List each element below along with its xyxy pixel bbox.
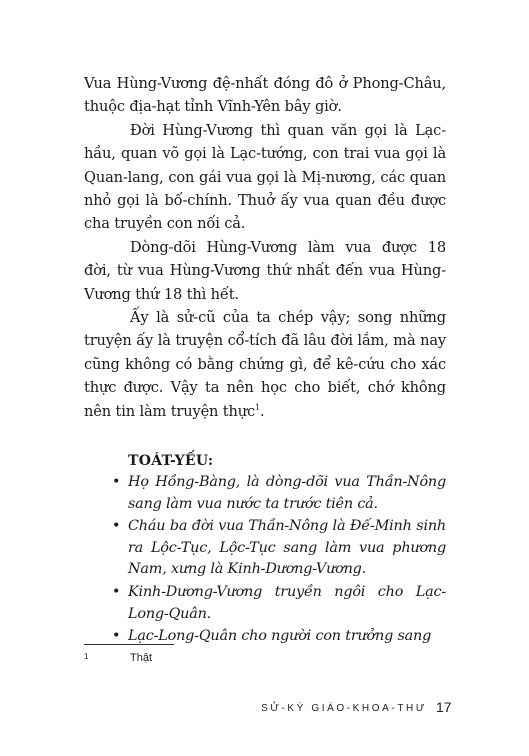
list-item [112,472,446,515]
page-number: 17 [436,699,452,715]
list-item-text: Họ Hồng-Bàng, là dòng-dõi vua Thần-Nông sang làm vua nước ta trước tiên cả. [128,474,446,512]
paragraph-2: Đời Hùng-Vương thì quan văn gọi là Lạc-hầu, quan võ gọi là Lạc-tướng, con trai vua gọi là Quan-lang, con gái vua gọi là Mị-nương, các quan nhỏ gọi là bố-chính. Thuở ấy vua quan đều được cha truyền con nối cả. [84,121,446,233]
footnote-text: Thật [130,652,153,664]
summary-section [112,453,446,649]
list-item [112,516,446,581]
list-item [112,626,446,648]
paragraph-4: Ấy là sử-cũ của ta chép vậy; song những truyện ấy là truyện cổ-tích đã lâu đời lắm, mà nay cũng không có bằng chứng gì, để kê-cứu cho xác thực được. Vậy ta nên học cho biết, chớ không nên tin làm truyện thực$^1$. [84,309,446,420]
running-head: SỬ-KÝ GIÁO-KHOA-THƯ [261,703,427,714]
paragraph-4-text: Ấy là sử-cũ của ta chép vậy; song những truyện ấy là truyện cổ-tích đã lâu đời lắm, mà nay cũng không có bằng chứng gì, để kê-cứu cho xác thực được. Vậy ta nên học cho biết, chớ không nên tin làm truyện thực [84,309,446,420]
paragraph-3: Dòng-dõi Hùng-Vương làm vua được 18 đời, từ vua Hùng-Vương thứ nhất đến vua Hùng-Vương thứ 18 thì hết. [84,238,446,303]
list-item-text: Cháu ba đời vua Thần-Nông là Đế-Minh sinh ra Lộc-Tục, Lộc-Tục sang làm vua phương Nam, xưng là Kinh-Dương-Vương. [128,518,446,578]
footnote-ref[interactable]: 1 [255,402,260,412]
main-text [84,72,446,423]
summary-list [112,472,446,648]
list-item-text: Kinh-Dương-Vương truyền ngôi cho Lạc-Long-Quân. [128,583,446,622]
bullet-icon: • [112,583,121,600]
bullet-icon: • [112,628,121,645]
list-item-text: Lạc-Long-Quân cho người con trưởng sang [128,628,432,645]
footnote-number: 1 [84,652,89,661]
summary-title: TOÁT-YẾU: [128,453,214,469]
bullet-icon: • [112,474,121,490]
list-item [112,582,446,625]
footnote-divider [84,644,174,645]
paragraph-1: Vua Hùng-Vương đệ-nhất đóng đô ở Phong-Châu, thuộc địa-hạt tỉnh Vĩnh-Yên bây giờ. [84,75,446,116]
bullet-icon: • [112,518,121,535]
